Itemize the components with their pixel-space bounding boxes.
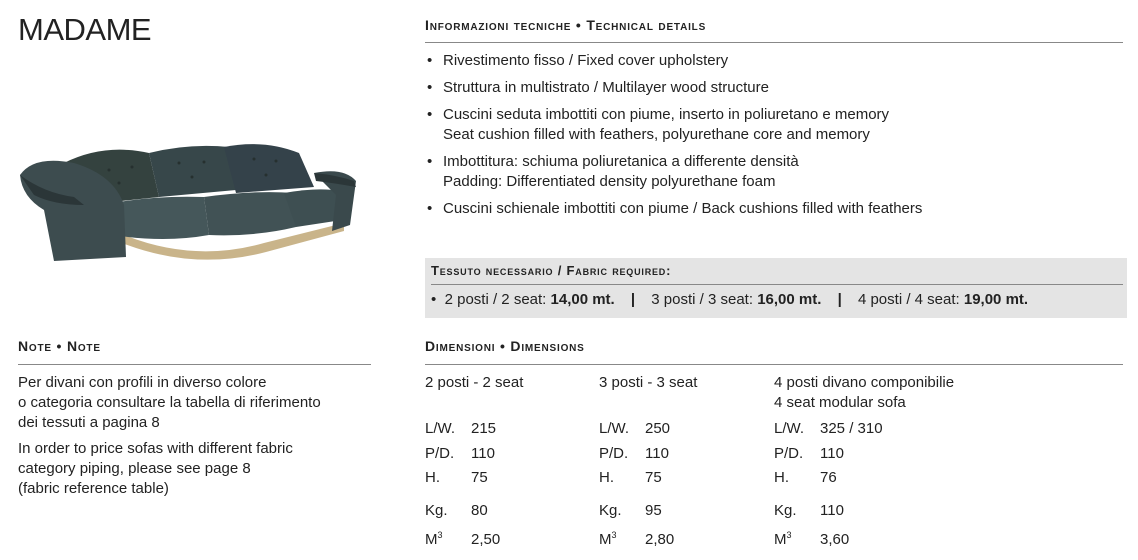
weight-value: 95 xyxy=(645,501,662,519)
note-paragraph-it: Per divani con profili in diverso colore o categoria consultare la tabella di riferimento dei tessuti a pagina 8 xyxy=(18,374,321,431)
technical-details-list xyxy=(425,51,1125,226)
technical-details-heading: Informazioni tecniche • Technical details xyxy=(425,17,1123,43)
fabric-label-4-seat: 4 posti / 4 seat: xyxy=(857,291,964,308)
list-item: • Cuscini schienale imbottiti con piume / Back cushions filled with feathers xyxy=(425,199,1125,219)
width-value: 215 xyxy=(471,420,497,437)
list-item: • Imbottitura: schiuma poliuretanica a differente densità Padding: Differentiated density polyurethane foam xyxy=(425,152,1125,192)
volume-value: 2,50 xyxy=(471,531,501,548)
separator: | xyxy=(630,291,636,308)
note-heading: Note • Note xyxy=(18,338,371,365)
volume-value: 3,60 xyxy=(820,531,850,548)
separator: | xyxy=(837,291,842,308)
dimensions-column-3-seat: 3 posti - 3 seat L/W. 250 P/D. 110 H. 75 Kg. 95 $M^3$ 2,80 xyxy=(599,374,698,548)
height-value: 75 xyxy=(645,469,662,486)
weight-value: 110 xyxy=(820,501,844,519)
note-paragraph-en: In order to price sofas with different fabric category piping, please see page 8 (fabric reference table) xyxy=(18,440,293,497)
fabric-label-2-seat: 2 posti / 2 seat: xyxy=(444,291,551,308)
fabric-required-heading: Tessuto necessario / Fabric required: xyxy=(431,263,1123,285)
volume-value: 2,80 xyxy=(645,531,675,548)
depth-value: 110 xyxy=(820,444,844,462)
fabric-value-2-seat: 14,00 mt. xyxy=(550,291,615,308)
fabric-required-panel xyxy=(425,258,1127,318)
note-text xyxy=(18,373,373,505)
list-item: • Struttura in multistrato / Multilayer wood structure xyxy=(425,78,1125,98)
depth-value: 110 xyxy=(645,444,669,462)
depth-value: 110 xyxy=(471,444,495,462)
fabric-value-3-seat: 16,00 mt. xyxy=(757,291,822,308)
dimensions-heading: Dimensioni • Dimensions xyxy=(425,338,1123,365)
sofa-image xyxy=(14,135,364,270)
width-value: 325 / 310 xyxy=(820,420,883,437)
weight-value: 80 xyxy=(471,501,488,519)
list-item: • Rivestimento fisso / Fixed cover upholstery xyxy=(425,51,1125,71)
list-item: • Cuscini seduta imbottiti con piume, inserto in poliuretano e memory Seat cushion filled with feathers, polyurethane core and memory xyxy=(425,105,1125,145)
width-value: 250 xyxy=(645,420,671,437)
column-subtitle: 4 seat modular sofa xyxy=(774,394,906,411)
height-value: 76 xyxy=(820,469,837,486)
dimensions-column-4-seat: 4 posti divano componibilie 4 seat modular sofa L/W. 325 / 310 P/D. 110 H. 76 Kg. 110 $M^3$ 3,60 xyxy=(774,374,955,548)
bullet: • xyxy=(431,291,437,308)
height-value: 75 xyxy=(471,469,488,486)
product-title: MADAME xyxy=(18,12,152,47)
column-title: 2 posti - 2 seat xyxy=(425,374,524,391)
fabric-label-3-seat: 3 posti / 3 seat: xyxy=(651,291,758,308)
column-title: 3 posti - 3 seat xyxy=(599,374,698,391)
fabric-required-row xyxy=(431,291,1028,308)
dimensions-column-2-seat: 2 posti - 2 seat L/W. 215 P/D. 110 H. 75 Kg. 80 $M^3$ 2,50 xyxy=(425,374,524,548)
fabric-value-4-seat: 19,00 mt. xyxy=(963,291,1029,308)
column-title: 4 posti divano componibilie xyxy=(774,374,955,391)
